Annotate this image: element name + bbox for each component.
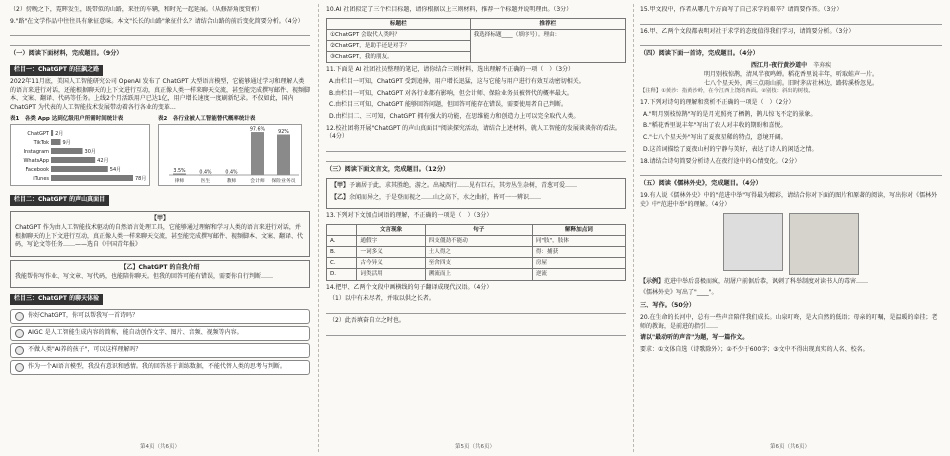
section-heading: （五）阅读《儒林外史》，完成题目。（4分） xyxy=(640,180,762,188)
table-cell: 同"肢"，肢体 xyxy=(532,236,625,247)
material-jia-title: 【甲】 xyxy=(150,215,169,223)
column-page-4 xyxy=(10,6,310,446)
question-11: 11.下面是 AI 社团社员整理的笔记，请你结合三则材料，选出理解不正确的一项（ ）（3分） xyxy=(326,66,575,74)
sub-question: （2）此吾填奋自立之时也。 xyxy=(329,316,405,324)
table-cell: C. xyxy=(327,258,357,269)
table-header: 解释加点词 xyxy=(532,224,625,235)
chart-1-svg xyxy=(10,124,150,186)
table-row xyxy=(327,247,626,258)
paragraph: 2022年11月底，美国人工智能研究公司 OpenAI 发布了 ChatGPT 大型语言模型，它能够通过学习和理解人类的语言来进行对话，还能根据聊天的上下文进行互动，真正像人类一样来聊天交流，甚至能完成撰写邮件、视频脚本、文案、翻译、代码等任务。上线2个月活跃用户已达1亿，用户增长速度一度刷新纪录。不仅如此，国内 ChatGPT 为代表的人工智能技术发展带动着各行各业的变革… xyxy=(10,78,310,112)
section-heading: 三、写作。（50分） xyxy=(640,301,696,309)
question-13: 13.下列对下文加点词语的理解，不正确的一项是（ ）（3分） xyxy=(326,212,493,220)
classical-table xyxy=(326,224,626,281)
table-cell: 词类活用 xyxy=(357,269,425,280)
bar xyxy=(51,166,108,172)
chat-text: 作为一个AI语言模型，我没有意识和感情。我的回答基于训练数据，不能代替人类的思考与判断。 xyxy=(28,363,286,371)
table-header: 推荐栏 xyxy=(470,18,625,29)
material-yi xyxy=(10,260,310,288)
question-9: 9."路"在文学作品中往往具有象征意味。本文"长长的山路"象征什么？请结合山路的前后变化简要分析。（4分） xyxy=(10,17,304,25)
page-divider xyxy=(633,4,634,452)
option-c: C."七八个星天外"写出了夏夜星稀的特点，意境开阔。 xyxy=(643,134,787,142)
question-12: 12.校社团将开展"ChatGPT 的声山真面目"阅读探究活动，请结合上述材料，就人工智能的发展谈谈你的看法。（4分） xyxy=(326,124,621,141)
question-15: 15.甲文段中，作者从哪几个方面写了自己求学的艰辛？请简要作答。（3分） xyxy=(640,6,843,13)
table-header xyxy=(327,224,357,235)
recommend-cell[interactable] xyxy=(470,29,625,62)
question-10: 10.AI 社团拟定了三个栏目标题，请你根据以上三则材料，推荐一个标题并说明理由。（3分） xyxy=(326,6,573,13)
bar xyxy=(51,130,53,136)
title-option: ③ChatGPT，我的朋友。 xyxy=(327,52,471,63)
table-cell: 通假字 xyxy=(357,236,425,247)
poem-author: 辛弃疾 xyxy=(813,62,832,70)
chart-1-title: 表1 各类 App 达到亿级用户所需时间统计表 xyxy=(10,115,124,122)
answer-line[interactable] xyxy=(326,155,626,162)
table-cell: A. xyxy=(327,236,357,247)
answer-line[interactable] xyxy=(640,18,942,25)
user-avatar-icon xyxy=(15,346,24,355)
section-heading: （一）阅读下面材料，完成题目。（9分） xyxy=(10,50,123,58)
table-cell: 古今异义 xyxy=(357,258,425,269)
table-cell: 一词多义 xyxy=(357,247,425,258)
poem-title: 西江月·夜行黄沙道中 xyxy=(750,62,808,70)
bar-label: 会计师 xyxy=(250,178,265,184)
label-yi: 【乙】 xyxy=(331,193,350,201)
bar-value: 9月 xyxy=(62,139,71,146)
classical-text-box xyxy=(326,178,626,209)
chat-text: 你好ChatGPT，你可以帮我写一首诗吗？ xyxy=(28,312,138,320)
title-option: ②ChatGPT，是助手还是对手？ xyxy=(327,40,471,51)
column-page-6 xyxy=(640,6,942,446)
illustration-image xyxy=(723,213,783,271)
answer-line[interactable] xyxy=(10,39,310,46)
option-a: A.由栏目一可知，ChatGPT 受到追捧，用户增长迅猛，这与它能与用户进行有效互动密切相关。 xyxy=(329,77,585,85)
chart-2-title: 表2 各行业被人工智能替代概率统计表 xyxy=(158,115,256,122)
answer-line[interactable] xyxy=(326,329,626,336)
question-top: （2）傍晚之下，霓晖发生，既带似的山路，来往的车辆，和时光一起延展。（从修辞角度赏析） xyxy=(10,6,263,13)
material-yi-text: 我能帮你写作业、写文章、写代码，也能陪你聊天。但我的回答可能有错误，需要你自行判断…… xyxy=(15,272,274,280)
bar-value: 0.4% xyxy=(199,170,212,176)
bar-label: Facebook xyxy=(25,166,49,173)
material-jia-text: ChatGPT 作为由人工智能技术驱动的自然语言处理工具，它能够通过理解和学习人类的语言来进行对话，并根据聊天的上下文进行互动，真正像人类一样来聊天交流，甚至能完成撰写邮件、视频脚本、文案、翻译、代码，写论文等任务……——选自《中国青年报》 xyxy=(15,223,304,249)
bar-value: 30月 xyxy=(84,148,96,155)
bar-label: 保险业务员 xyxy=(271,178,296,184)
bar-label: iTunes xyxy=(33,175,49,182)
page-divider xyxy=(318,4,319,452)
bot-avatar-icon xyxy=(15,363,24,372)
table-cell: 溯流而上 xyxy=(425,269,532,280)
table-header: 标题栏 xyxy=(327,18,471,29)
bar-value: 54月 xyxy=(109,166,122,173)
table-cell: 得：捕获 xyxy=(532,247,625,258)
page-number: 第4页（共6页） xyxy=(140,444,180,451)
question-19: 19.有人说《儒林外史》中的"范进中举"写得最为精彩，请结合你对下面的图片和原著的阅读，写出你对《儒林外史》中"范进中举"的理解。（4分） xyxy=(640,192,938,208)
table-row xyxy=(327,236,626,247)
material-yi-title: 【乙】ChatGPT 的自我介绍 xyxy=(120,263,200,271)
column-banner-2: 栏目二：ChatGPT 的声山真面目 xyxy=(10,195,109,206)
option-c: C.由栏目三可知，ChatGPT 能够回答问题，但回答可能存在错误，需要使用者自己判断。 xyxy=(329,101,567,109)
page-number: 第6页（共6页） xyxy=(770,444,810,451)
bar-value: 0.4% xyxy=(225,170,238,176)
answer-line[interactable] xyxy=(326,145,626,152)
option-d: D.由栏目二、三可知，ChatGPT 拥有强大的功能，在思维能力和创造力上可以完全取代人类。 xyxy=(329,112,580,120)
bar-value: 3.5% xyxy=(173,168,186,174)
table-header: 句子 xyxy=(425,224,532,235)
table-row xyxy=(327,269,626,280)
bar-label: TikTok xyxy=(33,139,49,146)
bar-label: 教师 xyxy=(226,178,237,184)
bar-value: 92% xyxy=(278,129,289,135)
essay-prompt: 请以"最动听的声音"为题，写一篇作文。 xyxy=(640,334,749,342)
chat-bubble xyxy=(10,360,310,375)
bot-avatar-icon xyxy=(15,329,24,338)
chat-bubble xyxy=(10,326,310,341)
sub-question: （1）以中有未尽者，并取以供之长者。 xyxy=(329,295,435,303)
column-banner-1: 栏目一：ChatGPT 的狂飙之路 xyxy=(10,65,103,76)
table-cell: B. xyxy=(327,247,357,258)
bar xyxy=(51,139,60,145)
answer-line[interactable] xyxy=(10,29,310,36)
poem-note: 【注释】①黄沙：指黄沙岭，在今江西上饶的西面。②别枝：斜出的树枝。 xyxy=(640,88,814,95)
table-cell: 至舍四支 xyxy=(425,258,532,269)
bar-label: Instagram xyxy=(23,148,49,155)
illustration-image xyxy=(789,213,859,275)
chart-2-svg xyxy=(158,124,302,186)
poem-line: 明月别枝惊鹊，清风半夜鸣蝉。稻花香里说丰年，听取蛙声一片。 xyxy=(703,71,878,79)
chat-bubble xyxy=(10,343,310,358)
title-table xyxy=(326,18,626,63)
blank-line: 《儒林外史》写出了"____"。 xyxy=(640,289,718,297)
essay-requirements: 要求：①文体自选（诗歌除外）；②不少于600字；③文中不得出现真实的人名、校名。 xyxy=(640,346,869,353)
bar-value: 78月 xyxy=(135,175,147,182)
page-number: 第5页（共6页） xyxy=(455,444,495,451)
bar-value: 42月 xyxy=(97,157,109,164)
answer-line[interactable] xyxy=(640,39,942,46)
poem-line: 七八个星天外，两三点雨山前。旧时茅店社林边，路转溪桥忽见。 xyxy=(703,79,878,87)
bar-label: WhatsApp xyxy=(23,157,49,164)
answer-line[interactable] xyxy=(326,307,626,314)
chart-1 xyxy=(10,116,150,190)
question-18: 18.请结合诗句简要分析诗人在夜行途中的心情变化。（2分） xyxy=(640,157,801,165)
question-17: 17.下列对诗句的理解和赏析不正确的一项是（ ）（2分） xyxy=(640,99,795,107)
option-b: B."稻花香里说丰年"写出了农人对丰收的期盼和喜悦。 xyxy=(643,122,787,130)
bar xyxy=(251,132,264,175)
section-heading: （四）阅读下面一首诗，完成题目。（4分） xyxy=(640,50,759,58)
table-cell: 逆流 xyxy=(532,269,625,280)
bar xyxy=(51,157,95,163)
chat-text: 不做人类"AI养的孩子"，可以这样理解吗？ xyxy=(28,346,142,354)
bar-value: 97.6% xyxy=(249,127,266,133)
bar-label: 律师 xyxy=(174,178,185,184)
bar xyxy=(277,134,290,174)
question-14: 14.把甲、乙两个文段中画横线的句子翻译成现代汉语。（4分） xyxy=(326,283,493,291)
bar-label: ChatGPT xyxy=(27,130,49,137)
charts-row xyxy=(10,116,310,190)
chart-2 xyxy=(158,116,302,190)
poem-block xyxy=(640,62,942,88)
material-jia xyxy=(10,211,310,257)
example-label: 【示例】 xyxy=(640,277,665,285)
column-page-5 xyxy=(326,6,626,446)
question-16: 16.甲、乙两个文段都表明对社于求学的态度值得我们学习，请简要分析。（3分） xyxy=(640,27,855,35)
user-avatar-icon xyxy=(15,312,24,321)
option-d: D.这首词描绘了夏夜山村的宁静与美好，表达了诗人的闲适之情。 xyxy=(643,145,818,153)
bar-value: 2月 xyxy=(55,130,64,137)
recommend-text: 我选择标题____（填序号）。理由： xyxy=(473,31,561,38)
bar-label: 医生 xyxy=(200,178,211,184)
chat-bubble xyxy=(10,309,310,324)
option-b: B.由栏目一可知，ChatGPT 对各行业都有影响，但会计师、保险业务员被替代的概率最大。 xyxy=(329,89,573,97)
bar xyxy=(51,148,83,154)
section-heading: （三）阅读下面文言文，完成题目。（12分） xyxy=(326,165,450,173)
column-banner-3: 栏目三：ChatGPT 的聊天体验 xyxy=(10,294,103,305)
table-cell: 土人得之 xyxy=(425,247,532,258)
answer-line[interactable] xyxy=(640,169,942,176)
title-option: ①ChatGPT 会取代人类吗？ xyxy=(327,29,471,40)
illustrations xyxy=(640,213,942,275)
table-cell: 四支僵劲不能动 xyxy=(425,236,532,247)
chat-text: AIGC 是人工智能生成内容的简称，能自动创作文字、图片、音频、视频等内容。 xyxy=(28,329,243,337)
bar xyxy=(51,175,133,181)
table-cell: 房屋 xyxy=(532,258,625,269)
table-cell: D. xyxy=(327,269,357,280)
table-row xyxy=(327,258,626,269)
label-jia: 【甲】 xyxy=(331,181,350,189)
classical-jia: 予谪居于此，求其胜绝，游之。出城西行……见有巨石，其旁丛生杂树，青葱可爱…… xyxy=(349,181,578,189)
option-a: A."明月别枝惊鹊"写的是月光照亮了栖鹊，鹊儿惊飞不定的景象。 xyxy=(643,110,817,118)
example-text: 范进中举后喜极而疯，胡屠户前倨后恭，讽刺了科举制度对读书人的毒害…… xyxy=(664,277,869,285)
classical-yi: 余闻而异之，于是登而视之……山之高下，水之曲折，皆可一一辨识…… xyxy=(349,193,542,201)
table-header: 文言现象 xyxy=(357,224,425,235)
question-20: 20.在生命的长河中，总有一些声音陪伴我们成长。山泉叮咚，是大自然的低语；母亲的叮嘱，是温暖的牵挂；老师的教诲，是前进的指引…… xyxy=(640,313,938,330)
